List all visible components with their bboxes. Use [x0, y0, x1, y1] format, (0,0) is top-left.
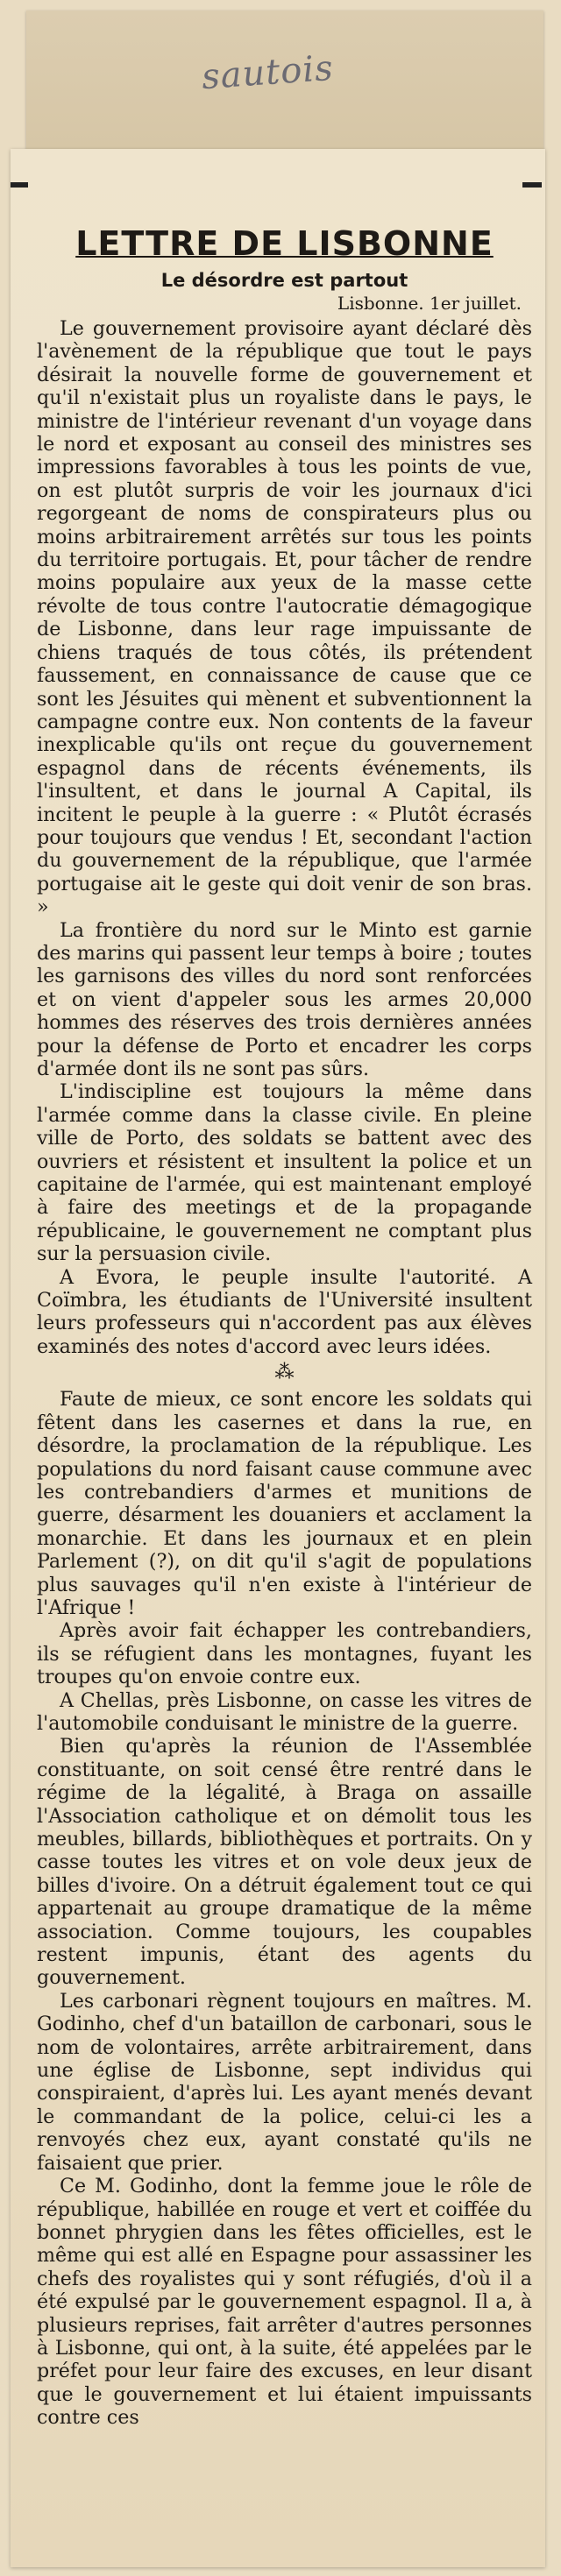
headline: LETTRE DE LISBONNE — [75, 224, 494, 263]
handwritten-note: sautois — [200, 47, 336, 98]
article — [37, 224, 532, 2430]
paragraph: Ce M. Godinho, dont la femme joue le rôle de république, habillée en rouge et vert et coiffée du bonnet phrygien dans les fêtes officielles, est le même qui est allé en Espagne pour assassiner les chefs des royalistes qui y sont réfugiés, d'où il a été expulsé par le gouvernement espagnol. Il a, à plusieurs reprises, fait arrêter d'autres personnes à Lisbonne, qui ont, à la suite, été appelées par le préfet pour leur faire des excuses, en leur disant que le gouvernement et lui étaient impuissants contre ces — [37, 2175, 532, 2430]
paragraph: Après avoir fait échapper les contrebandiers, ils se réfugient dans les montagnes, fuyant les troupes qu'on envoie contre eux. — [37, 1619, 532, 1689]
paragraph: Faute de mieux, ce sont encore les soldats qui fêtent dans les casernes et dans la rue, en désordre, la proclamation de la république. Les populations du nord faisant cause commune avec les contrebandiers d'armes et munitions de guerre, désarment les douaniers et acclament la monarchie. Et dans les journaux et en plein Parlement (?), on dit qu'il s'agit de populations plus sauvages qu'il n'en existe à l'intérieur de l'Afrique ! — [37, 1388, 532, 1619]
paragraph: L'indiscipline est toujours la même dans l'armée comme dans la classe civile. En pleine ville de Porto, des soldats se battent avec des ouvriers et résistent et insultent la police et un capitaine de l'armée, qui est maintenant employé à faire des meetings et de la propagande républicaine, le gouvernement ne comptant plus sur la persuasion civile. — [37, 1080, 532, 1266]
paragraph: Le gouvernement provisoire ayant déclaré dès l'avènement de la république que tout le pays désirait la nouvelle forme de gouvernement et qu'il n'existait plus un royaliste dans le pays, le ministre de l'intérieur revenant d'un voyage dans le nord et exposant au conseil des ministres ses impressions favorables à tous les points de vue, on est plutôt surpris de voir les journaux d'ici regorgeant de noms de conspirateurs plus ou moins arbitrairement arrêtés sur tous les points du territoire portugais. Et, pour tâcher de rendre moins populaire aux yeux de la masse cette révolte de tous contre l'autocratie démagogique de Lisbonne, dans leur rage impuissante de chiens traqués de tous côtés, ils prétendent faussement, en connaissance de cause que ce sont les Jésuites qui mènent et subventionnent la campagne contre eux. Non contents de la faveur inexplicable qu'ils ont reçue du gouvernement espagnol dans de récents événements, ils l'insultent, et dans le journal A Capital, ils incitent le peuple à la guerre : « Plutôt écrasés pour toujours que vendus ! Et, secondant l'action du gouvernement de la république, que l'armée portugaise ait le geste qui doit venir de son bras. » — [37, 317, 532, 919]
section-separator: ⁂ — [274, 1362, 295, 1384]
dateline: Lisbonne. 1er juillet. — [337, 293, 522, 314]
paragraph: Les carbonari règnent toujours en maîtres. M. Godinho, chef d'un bataillon de carbonari, sous le nom de volontaires, arrête arbitrairement, dans une église de Lisbonne, sept individus qui conspiraient, d'après lui. Les ayant menés devant le commandant de la police, celui-ci les a renvoyés chez eux, ayant constaté qu'ils ne faisaient que prier. — [37, 1989, 532, 2175]
newspaper-clipping — [11, 149, 545, 2567]
article-body — [37, 317, 532, 2430]
paragraph: Bien qu'après la réunion de l'Assemblée constituante, on soit censé être rentré dans le régime de la légalité, à Braga on assaille l'Association catholique et on démolit tous les meubles, billards, bibliothèques et portraits. On y casse toutes les vitres et on vole deux jeux de billes d'ivoire. On a détruit également tout ce qui appartenait au groupe dramatique de la même association. Comme toujours, les coupables restent impunis, étant des agents du gouvernement. — [37, 1735, 532, 1990]
clipping-stub — [26, 11, 543, 151]
column-rule-left — [11, 182, 28, 188]
paragraph: A Evora, le peuple insulte l'autorité. A Coïmbra, les étudiants de l'Université insultent leurs professeurs qui n'accordent pas aux élèves examinés des notes d'accord avec leurs idées. — [37, 1265, 532, 1358]
subheadline: Le désordre est partout — [160, 270, 408, 291]
paragraph: A Chellas, près Lisbonne, on casse les vitres de l'automobile conduisant le ministre de la guerre. — [37, 1688, 532, 1735]
paragraph: La frontière du nord sur le Minto est garnie des marins qui passent leur temps à boire ; toutes les garnisons des villes du nord sont renforcées et on vient d'appeler sous les armes 20,000 hommes des réserves des trois dernières années pour la défense de Porto et encadrer les corps d'armée dont ils ne sont pas sûrs. — [37, 918, 532, 1080]
column-rule-right — [522, 182, 542, 188]
